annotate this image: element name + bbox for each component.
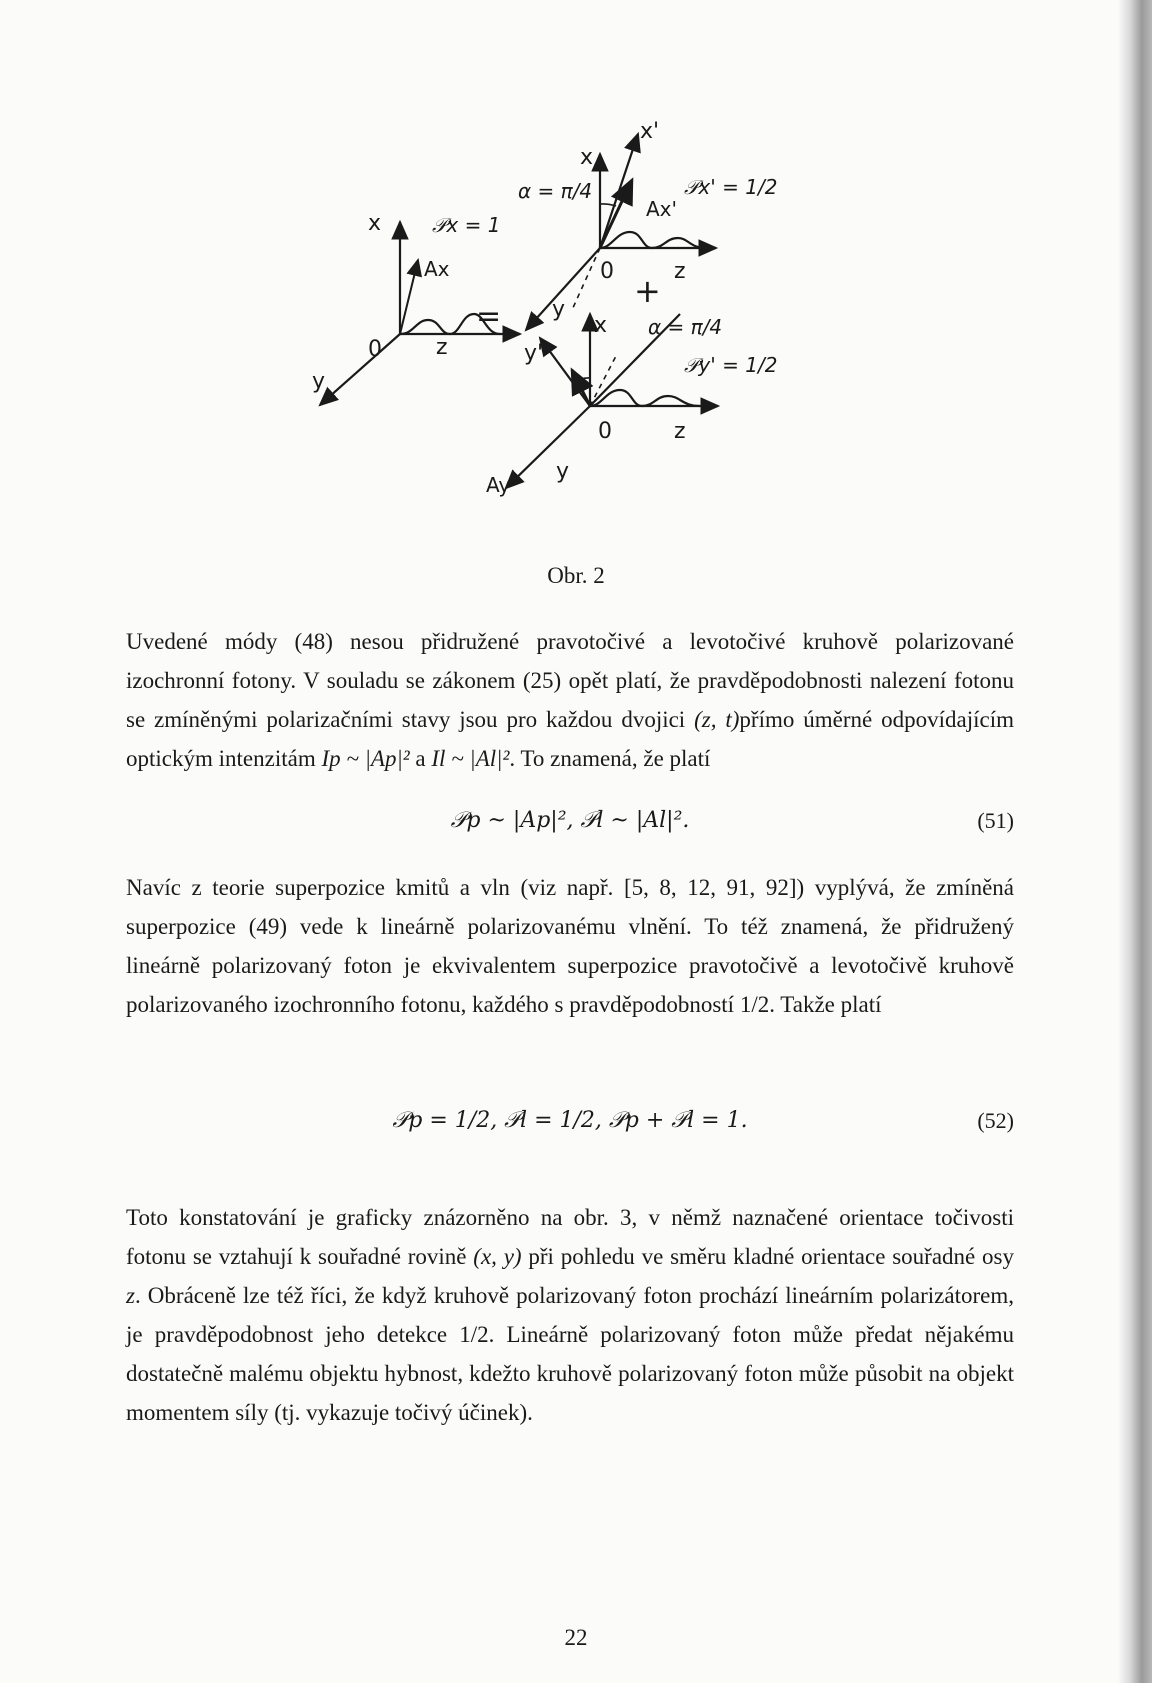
- top-xprime-label: x': [640, 119, 660, 144]
- paragraph-1-text-a: Uvedené módy (48) nesou přidružené pravotočivé a levotočivé kruhově polarizované izochronní fotony. V souladu se zákonem (25) opět platí, že pravděpodobnosti nalezení fotonu se zmíněnými polarizačními stavy jsou pro každou dvojici: [126, 629, 1014, 732]
- paragraph-2: Navíc z teorie superpozice kmitů a vln (viz např. [5, 8, 12, 91, 92]) vyplývá, že zmíněná superpozice (49) vede k lineárně polarizovanému vlnění. To též znamená, že přidružený lineárně polarizovaný foton je ekvivalentem superpozice pravotočivě a levotočivě kruhově polarizovaného izochronního fotonu, každého s pravděpodobností 1/2. Takže platí: [126, 875, 1014, 1017]
- left-z-label: z: [436, 335, 448, 360]
- bottom-y-label: y: [556, 459, 570, 484]
- paragraph-3: [126, 1198, 1014, 1432]
- top-z-label: z: [674, 259, 686, 284]
- left-origin-label: 0: [368, 337, 382, 362]
- paragraph-3-text-c: . Obráceně lze též říci, že když kruhově polarizovaný foton prochází lineárním polarizátorem, je pravděpodobnost jeho detekce 1/2. Lineárně polarizovaný foton může předat nějakému dostatečně malému objektu hybnost, kdežto kruhově polarizovaný foton může působit na objekt momentem síly (tj. vykazuje točivý účinek).: [126, 1283, 1014, 1425]
- left-amplitude-label: Ax: [424, 257, 450, 281]
- equation-51-number: (51): [977, 808, 1014, 833]
- bottom-x-label: x: [594, 313, 608, 338]
- pair-zt: (z, t): [694, 707, 740, 732]
- paragraph-1-text-c: . To znamená, že platí: [509, 746, 711, 771]
- top-xprime-axis: [600, 134, 638, 248]
- plane-xy: (x, y): [473, 1244, 522, 1269]
- intensity-l: Il ~ |Al|²: [431, 746, 510, 771]
- bottom-z-label: z: [674, 419, 686, 444]
- bottom-wave: [590, 390, 700, 406]
- polarization-diagram-svg: [300, 120, 860, 540]
- paragraph-3-text-b: při pohledu ve směru kladné orientace souřadné osy: [521, 1244, 1014, 1269]
- paragraph-1: [126, 622, 1014, 778]
- paragraph-1-text-b: přímo úměrné odpovídajícím optickým intenzitám: [126, 707, 1014, 771]
- bottom-amplitude-label: Ay': [486, 473, 516, 497]
- equation-52-body: 𝒫p = 1/2, 𝒫l = 1/2, 𝒫p + 𝒫l = 1.: [392, 1108, 748, 1133]
- equation-52-number: (52): [977, 1108, 1014, 1133]
- top-alpha-label: α = π/4: [518, 179, 593, 203]
- bottom-amplitude-vector: [572, 370, 590, 406]
- intensity-p: Ip ~ |Ap|²: [321, 746, 410, 771]
- scan-edge-shadow: [1118, 0, 1152, 1683]
- figure-caption: Obr. 2: [547, 563, 605, 588]
- top-dashed-projection: [572, 248, 600, 310]
- left-y-label: y: [312, 369, 326, 394]
- top-x-label: x: [580, 145, 594, 170]
- equation-52: [126, 1098, 1014, 1158]
- axis-z: z: [126, 1283, 135, 1308]
- left-probability-label: 𝒫x = 1: [432, 213, 501, 237]
- top-amplitude-label: Ax': [646, 197, 678, 221]
- bottom-yprime-axis: [540, 338, 590, 406]
- polarization-diagram: [300, 120, 860, 540]
- bottom-alpha-label: α = π/4: [648, 315, 723, 339]
- bottom-origin-label: 0: [598, 419, 612, 444]
- bottom-probability-label: 𝒫y' = 1/2: [684, 353, 778, 377]
- paragraph-3-text-a: Toto konstatování je graficky znázorněno na obr. 3, v němž naznačené orientace točivosti fotonu se vztahují k souřadné rovině: [126, 1205, 1014, 1269]
- bottom-y-axis: [506, 406, 590, 488]
- top-probability-label: 𝒫x' = 1/2: [684, 175, 778, 199]
- equation-51: [126, 798, 1014, 858]
- equation-51-body: 𝒫p ~ |Ap|², 𝒫l ~ |Al|².: [450, 808, 690, 833]
- top-origin-label: 0: [600, 259, 614, 284]
- left-x-label: x: [368, 211, 382, 236]
- bottom-yprime-label: y': [524, 341, 544, 366]
- left-y-axis: [320, 334, 400, 405]
- plus-sign: +: [634, 272, 661, 310]
- top-wave: [600, 232, 706, 248]
- equals-sign: =: [476, 299, 502, 334]
- left-amplitude-vector: [400, 260, 418, 334]
- page-number: 22: [564, 1625, 588, 1650]
- top-y-label: y: [552, 297, 566, 322]
- paragraph-1-and: a: [409, 746, 432, 771]
